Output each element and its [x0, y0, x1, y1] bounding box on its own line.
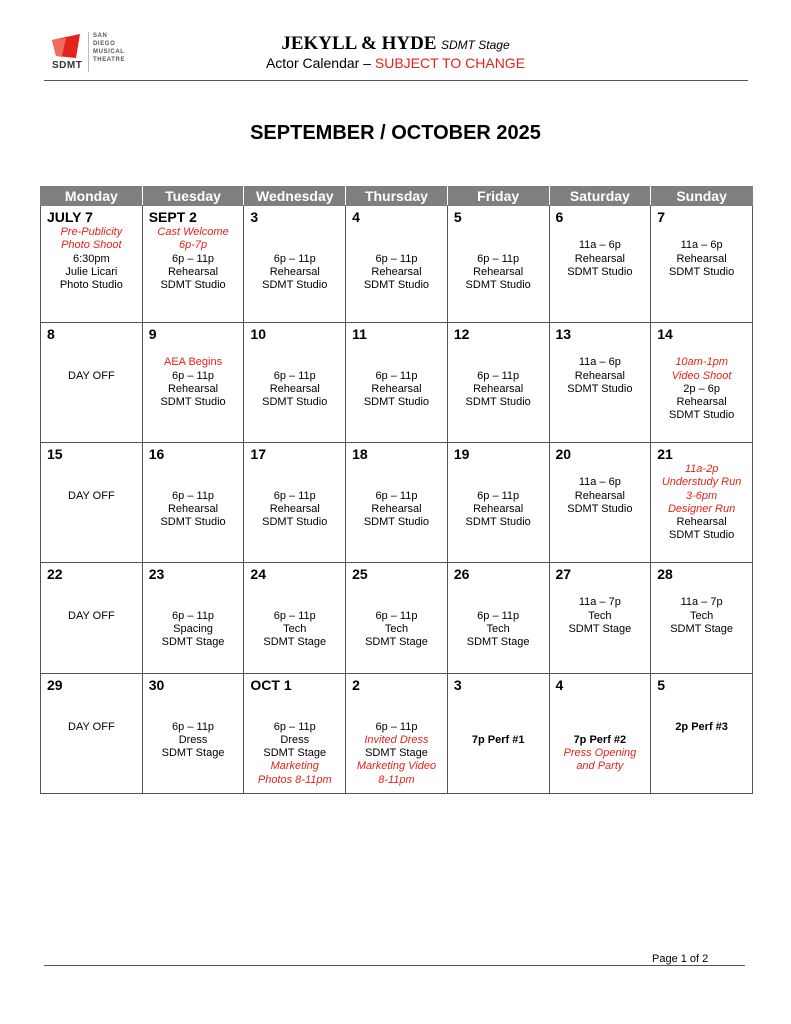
day-cell: [346, 206, 448, 323]
event-line: Tech: [384, 622, 409, 635]
weekday-header: Tuesday: [142, 187, 244, 206]
event-line: Designer Run: [667, 502, 736, 515]
day-cell: [549, 323, 651, 443]
calendar-table: [40, 186, 753, 794]
day-cell: [346, 563, 448, 674]
event-line: 6p – 11p: [477, 369, 520, 382]
event-line: Rehearsal: [269, 265, 320, 278]
day-events: [143, 226, 244, 292]
day-cell: [651, 443, 753, 563]
day-cell: [244, 443, 346, 563]
event-line: [448, 239, 549, 252]
event-line: [346, 596, 447, 609]
day-number: 24: [250, 566, 266, 582]
event-line: SDMT Studio: [567, 265, 633, 278]
subject-to-change-label: SUBJECT TO CHANGE: [374, 55, 526, 71]
event-line: [550, 343, 651, 356]
event-line: [346, 356, 447, 369]
day-number: 4: [555, 677, 564, 693]
footer-divider: [44, 965, 745, 966]
event-line: 6p – 11p: [172, 609, 215, 622]
event-line: SDMT Studio: [567, 382, 633, 395]
event-line: [346, 239, 447, 252]
event-line: [143, 596, 244, 609]
event-line: Tech: [283, 622, 307, 635]
event-line: 6p – 11p: [477, 609, 520, 622]
event-line: SDMT Stage: [161, 747, 225, 760]
event-line: DAY OFF: [68, 609, 115, 622]
day-events: [448, 463, 549, 529]
event-line: Rehearsal: [473, 265, 524, 278]
event-line: Marketing Video: [356, 760, 437, 773]
event-line: Rehearsal: [371, 265, 422, 278]
day-events: [244, 343, 345, 409]
event-line: 6p – 11p: [273, 489, 316, 502]
event-line: Rehearsal: [167, 382, 219, 395]
event-line: 11a – 6p: [578, 356, 621, 369]
day-events: [448, 343, 549, 409]
day-cell: [244, 674, 346, 794]
event-line: SDMT Studio: [262, 516, 328, 529]
event-line: Dress: [280, 733, 310, 746]
day-events: [651, 343, 752, 423]
event-line: 6p – 11p: [375, 609, 418, 622]
event-line: Rehearsal: [676, 252, 727, 265]
event-line: 11a – 6p: [578, 476, 621, 489]
event-line: 6p – 11p: [273, 720, 316, 733]
day-cell: [41, 443, 143, 563]
event-line: Rehearsal: [371, 382, 422, 395]
day-number: 28: [657, 566, 673, 582]
day-number: 5: [657, 677, 666, 693]
day-cell: [447, 443, 549, 563]
event-line: SDMT Stage: [365, 747, 428, 760]
event-line: Photos 8-11pm: [257, 773, 332, 786]
event-line: Rehearsal: [371, 502, 422, 515]
day-number: 29: [47, 677, 63, 693]
event-line: [244, 226, 345, 239]
day-cell: [244, 323, 346, 443]
event-line: [143, 694, 244, 707]
day-cell: [447, 323, 549, 443]
day-events: [244, 226, 345, 292]
day-events: [550, 343, 651, 396]
event-line: [41, 583, 142, 596]
day-events: [550, 463, 651, 516]
event-line: [346, 707, 447, 720]
day-events: [346, 343, 447, 409]
event-line: SDMT Studio: [465, 516, 531, 529]
day-events: [651, 226, 752, 279]
event-line: Press Opening: [563, 747, 637, 760]
event-line: Photo Studio: [59, 279, 123, 292]
event-line: Photo Shoot: [61, 239, 122, 252]
day-number: 3: [453, 677, 462, 693]
day-number: 30: [148, 677, 165, 693]
event-line: 7p Perf #1: [471, 733, 525, 746]
weekday-header: Friday: [447, 187, 549, 206]
event-line: [244, 583, 345, 596]
event-line: 10am-1pm: [675, 356, 728, 369]
event-line: [244, 694, 345, 707]
day-number: 23: [148, 566, 165, 582]
weekday-header: Sunday: [651, 187, 753, 206]
day-number: 2: [352, 677, 360, 693]
day-cell: [244, 563, 346, 674]
day-events: [448, 694, 549, 747]
day-events: [346, 583, 447, 649]
day-events: [448, 583, 549, 649]
event-line: Spacing: [173, 622, 213, 635]
week-row: [41, 674, 753, 794]
event-line: Rehearsal: [269, 382, 320, 395]
event-line: Rehearsal: [269, 502, 320, 515]
event-line: SDMT Studio: [567, 502, 633, 515]
day-number: 20: [555, 446, 572, 462]
event-line: Rehearsal: [676, 516, 727, 529]
document-title: [0, 33, 791, 55]
event-line: Cast Welcome: [157, 226, 229, 238]
event-line: 6p – 11p: [172, 489, 215, 502]
event-line: [143, 463, 244, 476]
event-line: 6:30pm: [73, 252, 110, 265]
event-line: Rehearsal: [473, 382, 524, 395]
event-line: SDMT Studio: [363, 516, 430, 529]
day-cell: [447, 674, 549, 794]
event-line: [550, 463, 651, 476]
day-events: [143, 694, 244, 760]
event-line: AEA Begins: [164, 356, 223, 369]
event-line: [41, 596, 142, 609]
event-line: [448, 356, 549, 369]
event-line: [651, 343, 752, 356]
event-line: [41, 476, 142, 489]
event-line: [41, 463, 142, 476]
event-line: [346, 463, 447, 476]
day-number: 22: [47, 566, 63, 582]
page-number: Page 1 of 2: [652, 953, 709, 965]
event-line: SDMT Studio: [262, 396, 328, 409]
day-events: [550, 694, 651, 774]
day-events: [346, 694, 447, 787]
day-events: [244, 694, 345, 787]
day-number: 27: [555, 566, 572, 582]
day-number: 18: [352, 446, 368, 462]
day-cell: [651, 674, 753, 794]
week-row: [41, 206, 753, 323]
event-line: 6p – 11p: [375, 489, 418, 502]
event-line: 6p – 11p: [273, 609, 316, 622]
event-line: 6p – 11p: [375, 720, 418, 733]
day-cell: [41, 674, 143, 794]
event-line: [550, 694, 651, 707]
day-number: 11: [352, 326, 367, 342]
event-line: 11a – 6p: [680, 239, 723, 252]
day-events: [244, 583, 345, 649]
event-line: SDMT Studio: [669, 409, 735, 422]
event-line: Rehearsal: [167, 502, 219, 515]
day-events: [651, 463, 752, 543]
weekday-header: Monday: [41, 187, 143, 206]
event-line: 6p – 11p: [477, 252, 520, 265]
day-cell: [447, 563, 549, 674]
logo-line: MUSICAL: [93, 49, 125, 55]
event-line: Tech: [486, 622, 510, 635]
event-line: Rehearsal: [574, 369, 625, 382]
day-events: [550, 583, 651, 636]
event-line: [346, 226, 447, 239]
logo-line: DIEGO: [93, 41, 116, 47]
event-line: SDMT Studio: [363, 396, 430, 409]
day-number: 9: [148, 326, 157, 342]
day-events: [143, 583, 244, 649]
event-line: [448, 721, 549, 734]
day-cell: [142, 443, 244, 563]
day-events: [41, 463, 142, 503]
event-line: [244, 596, 345, 609]
event-line: SDMT Studio: [363, 279, 430, 292]
logo-line: THEATRE: [93, 57, 126, 63]
event-line: Rehearsal: [676, 396, 727, 409]
day-events: [143, 463, 244, 529]
header-divider: [44, 80, 748, 81]
event-line: SDMT Studio: [669, 265, 735, 278]
event-line: SDMT Stage: [365, 636, 428, 649]
weekday-header: Thursday: [346, 187, 448, 206]
day-number: 19: [453, 446, 470, 462]
day-events: [346, 463, 447, 529]
day-number: 14: [657, 326, 673, 342]
event-line: Dress: [178, 733, 208, 746]
event-line: and Party: [576, 760, 624, 773]
day-events: [244, 463, 345, 529]
day-cell: [346, 443, 448, 563]
event-line: 2p Perf #3: [675, 720, 728, 733]
venue-label: SDMT Stage: [440, 38, 510, 52]
event-line: 6p – 11p: [273, 369, 316, 382]
event-line: 6p – 11p: [375, 369, 418, 382]
event-line: [448, 343, 549, 356]
event-line: [550, 226, 651, 239]
day-events: [41, 226, 142, 292]
day-cell: [142, 563, 244, 674]
event-line: SDMT Studio: [465, 279, 531, 292]
day-cell: [651, 563, 753, 674]
event-line: [244, 463, 345, 476]
show-title: JEKYLL & HYDE: [281, 33, 437, 54]
calendar-title: SEPTEMBER / OCTOBER 2025: [250, 122, 541, 144]
event-line: [244, 356, 345, 369]
event-line: [651, 694, 752, 707]
event-line: Rehearsal: [574, 489, 625, 502]
event-line: [244, 343, 345, 356]
event-line: 8-11pm: [378, 773, 415, 786]
event-line: [651, 707, 752, 720]
day-number: JULY 7: [47, 209, 93, 225]
event-line: [448, 596, 549, 609]
event-line: [244, 707, 345, 720]
event-line: SDMT Stage: [568, 622, 632, 635]
day-events: [651, 583, 752, 636]
day-events: [550, 226, 651, 279]
event-line: [651, 226, 752, 239]
day-events: [41, 343, 142, 383]
event-line: Julie Licari: [65, 265, 118, 278]
day-cell: [549, 443, 651, 563]
event-line: Invited Dress: [364, 733, 429, 746]
week-row: [41, 443, 753, 563]
day-cell: [346, 674, 448, 794]
event-line: [550, 583, 651, 596]
event-line: SDMT Stage: [466, 636, 530, 649]
day-number: 4: [352, 209, 360, 225]
subtitle-text: Actor Calendar –: [265, 55, 375, 71]
day-cell: [549, 674, 651, 794]
day-number: 16: [148, 446, 165, 462]
event-line: [143, 707, 244, 720]
day-cell: [41, 206, 143, 323]
day-events: [41, 583, 142, 623]
day-number: 21: [657, 446, 673, 462]
event-line: [41, 343, 142, 356]
event-line: DAY OFF: [68, 720, 115, 733]
event-line: 6p – 11p: [172, 369, 215, 382]
day-cell: [549, 563, 651, 674]
weekday-header: Wednesday: [244, 187, 346, 206]
event-line: [346, 694, 447, 707]
event-line: [244, 239, 345, 252]
event-line: Pre-Publicity: [60, 226, 123, 238]
event-line: SDMT Stage: [263, 747, 327, 760]
event-line: 6p – 11p: [375, 252, 418, 265]
day-cell: [346, 323, 448, 443]
event-line: [346, 343, 447, 356]
day-number: 17: [250, 446, 266, 462]
day-number: SEPT 2: [148, 209, 197, 225]
event-line: SDMT Studio: [160, 279, 226, 292]
event-line: [448, 476, 549, 489]
logo-line: SAN: [93, 33, 108, 39]
week-row: [41, 323, 753, 443]
event-line: Marketing: [270, 760, 319, 773]
event-line: Tech: [689, 609, 714, 622]
day-number: 10: [250, 326, 266, 342]
event-line: [448, 694, 549, 707]
event-line: [346, 583, 447, 596]
event-line: [41, 694, 142, 707]
day-cell: [651, 206, 753, 323]
event-line: Understudy Run: [661, 476, 742, 489]
event-line: [346, 476, 447, 489]
event-line: [41, 356, 142, 369]
day-cell: [142, 206, 244, 323]
event-line: 2p – 6p: [683, 382, 720, 395]
event-line: SDMT Studio: [160, 396, 226, 409]
day-cell: [41, 323, 143, 443]
day-events: [448, 226, 549, 292]
day-number: 12: [453, 326, 470, 342]
event-line: Video Shoot: [671, 369, 732, 382]
event-line: 11a – 7p: [680, 596, 723, 609]
day-number: 6: [555, 209, 564, 225]
event-line: 11a – 6p: [578, 239, 621, 252]
event-line: 6p – 11p: [172, 252, 215, 265]
day-events: [41, 694, 142, 734]
event-line: 6p – 11p: [477, 489, 520, 502]
event-line: Rehearsal: [473, 502, 524, 515]
event-line: 6p-7p: [178, 239, 208, 252]
event-line: [448, 583, 549, 596]
event-line: [550, 707, 651, 720]
day-number: 26: [453, 566, 470, 582]
event-line: [448, 463, 549, 476]
event-line: [244, 476, 345, 489]
event-line: 11a – 7p: [578, 596, 621, 609]
event-line: Rehearsal: [167, 265, 219, 278]
day-events: [346, 226, 447, 292]
day-cell: [244, 206, 346, 323]
day-events: [143, 343, 244, 409]
event-line: 3-6pm: [686, 489, 718, 502]
event-line: [143, 583, 244, 596]
event-line: 6p – 11p: [273, 252, 316, 265]
day-number: 25: [352, 566, 368, 582]
day-cell: [549, 206, 651, 323]
event-line: 11a-2p: [684, 463, 719, 475]
event-line: SDMT Studio: [669, 529, 735, 542]
event-line: DAY OFF: [68, 489, 115, 502]
event-line: SDMT Stage: [263, 636, 327, 649]
logo-brand: SDMT: [52, 60, 83, 71]
event-line: [651, 583, 752, 596]
event-line: Rehearsal: [574, 252, 625, 265]
weekday-header: Saturday: [549, 187, 651, 206]
day-cell: [651, 323, 753, 443]
day-events: [651, 694, 752, 734]
day-number: OCT 1: [250, 677, 292, 693]
document-subtitle: [0, 55, 791, 71]
day-cell: [41, 563, 143, 674]
day-cell: [142, 323, 244, 443]
event-line: [550, 721, 651, 734]
day-cell: [447, 206, 549, 323]
day-number: 7: [657, 209, 666, 225]
event-line: 6p – 11p: [172, 720, 215, 733]
event-line: [448, 707, 549, 720]
week-row: [41, 563, 753, 674]
day-cell: [142, 674, 244, 794]
weekday-header-row: [41, 187, 753, 206]
event-line: Tech: [588, 609, 612, 622]
day-number: 13: [555, 326, 572, 342]
event-line: [448, 226, 549, 239]
event-line: SDMT Stage: [161, 636, 225, 649]
event-line: SDMT Studio: [262, 279, 328, 292]
event-line: [41, 707, 142, 720]
event-line: DAY OFF: [68, 369, 115, 382]
event-line: SDMT Stage: [670, 622, 733, 635]
day-number: 3: [250, 209, 259, 225]
event-line: [143, 343, 244, 356]
event-line: [143, 476, 244, 489]
day-number: 15: [47, 446, 63, 462]
day-number: 8: [47, 326, 55, 342]
event-line: SDMT Studio: [465, 396, 531, 409]
event-line: SDMT Studio: [160, 516, 226, 529]
day-number: 5: [453, 209, 462, 225]
event-line: 7p Perf #2: [573, 733, 627, 746]
